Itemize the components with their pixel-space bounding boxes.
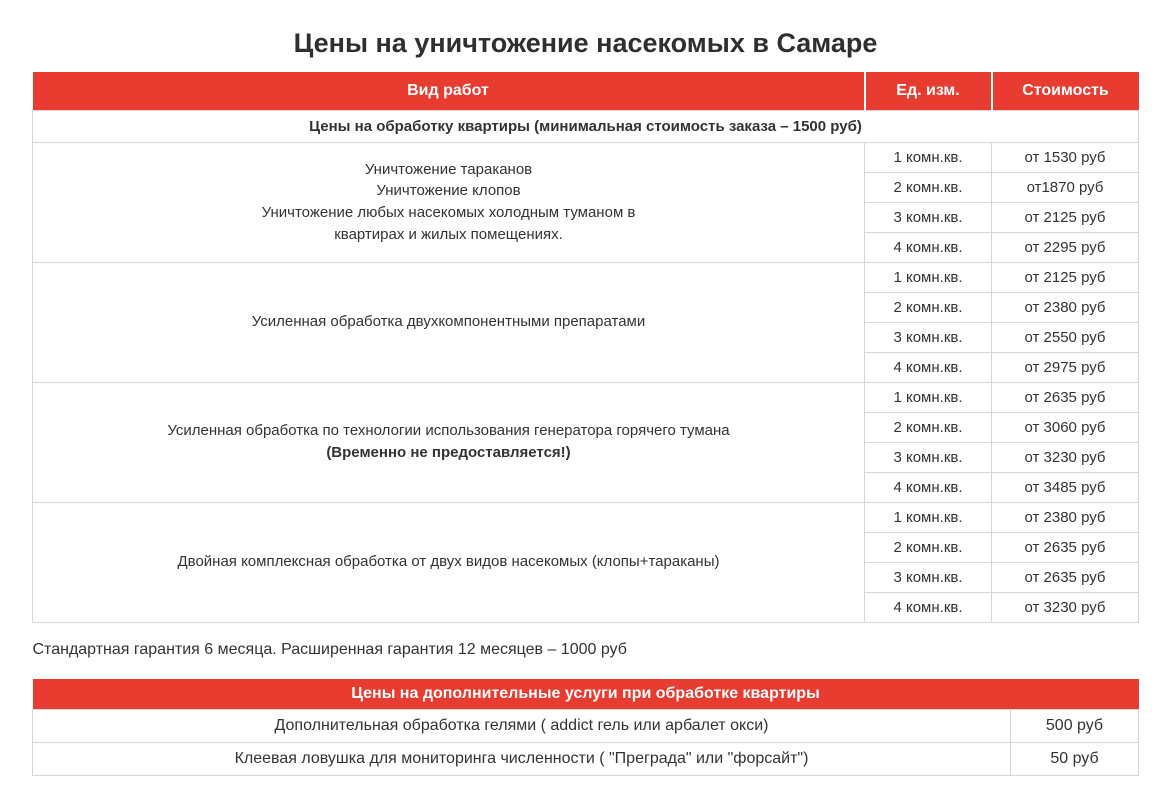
unit-cell: 3 комн.кв.: [865, 442, 992, 472]
price-cell: от 2295 руб: [992, 232, 1139, 262]
price-row: [33, 502, 1139, 532]
service-description-cell: [33, 382, 865, 502]
price-cell: от 3230 руб: [992, 592, 1139, 622]
unit-cell: 1 комн.кв.: [865, 262, 992, 292]
unit-cell: 4 комн.кв.: [865, 352, 992, 382]
price-cell: от 2125 руб: [992, 262, 1139, 292]
unit-cell: 3 комн.кв.: [865, 202, 992, 232]
unit-cell: 1 комн.кв.: [865, 502, 992, 532]
main-price-table: [32, 72, 1139, 623]
unit-cell: 2 комн.кв.: [865, 172, 992, 202]
unit-cell: 2 комн.кв.: [865, 532, 992, 562]
price-cell: от 3230 руб: [992, 442, 1139, 472]
service-description-line: Усиленная обработка двухкомпонентными препаратами: [251, 313, 646, 331]
warranty-note: Стандартная гарантия 6 месяца. Расширенная гарантия 12 месяцев – 1000 руб: [32, 640, 627, 658]
service-description-line: Уничтожение клопов: [376, 182, 521, 200]
extra-service-cell: Клеевая ловушка для мониторинга численности ( "Преграда" или "форсайт"): [33, 743, 1011, 776]
extra-service-row: [33, 710, 1139, 743]
extra-service-row: [33, 743, 1139, 776]
column-header-work-type: Вид работ: [33, 72, 865, 110]
price-cell: от 2125 руб: [992, 202, 1139, 232]
service-description-cell: [33, 142, 865, 262]
section-header: Цены на обработку квартиры (минимальная стоимость заказа – 1500 руб): [33, 110, 1139, 142]
unit-cell: 1 комн.кв.: [865, 382, 992, 412]
section-header-row: [33, 110, 1139, 142]
extra-service-cell: Дополнительная обработка гелями ( addict гель или арбалет окси): [33, 710, 1011, 743]
unit-cell: 4 комн.кв.: [865, 472, 992, 502]
price-cell: от 3485 руб: [992, 472, 1139, 502]
unit-cell: 2 комн.кв.: [865, 292, 992, 322]
unit-cell: 1 комн.кв.: [865, 142, 992, 172]
column-header-unit: Ед. изм.: [865, 72, 992, 110]
price-cell: от 2975 руб: [992, 352, 1139, 382]
service-description-line: квартирах и жилых помещениях.: [334, 225, 563, 243]
service-description-line: Уничтожение тараканов: [364, 160, 533, 178]
unit-cell: 4 комн.кв.: [865, 232, 992, 262]
service-description-line: Усиленная обработка по технологии использования генератора горячего тумана: [167, 422, 730, 440]
service-description-cell: [33, 262, 865, 382]
unit-cell: 2 комн.кв.: [865, 412, 992, 442]
price-cell: от 2380 руб: [992, 292, 1139, 322]
price-cell: от 2635 руб: [992, 532, 1139, 562]
price-row: [33, 262, 1139, 292]
service-description-line: Уничтожение любых насекомых холодным туманом в: [261, 204, 636, 221]
extras-price-table: [32, 679, 1139, 777]
column-header-price: Стоимость: [992, 72, 1139, 110]
service-description-cell: [33, 502, 865, 622]
price-cell: от 1530 руб: [992, 142, 1139, 172]
price-cell: от 2380 руб: [992, 502, 1139, 532]
extra-price-cell: 500 руб: [1011, 710, 1139, 743]
price-cell: от 2635 руб: [992, 562, 1139, 592]
unit-cell: 3 комн.кв.: [865, 322, 992, 352]
price-cell: от1870 руб: [992, 172, 1139, 202]
service-description-line: Двойная комплексная обработка от двух видов насекомых (клопы+тараканы): [177, 553, 720, 571]
unit-cell: 3 комн.кв.: [865, 562, 992, 592]
unit-cell: 4 комн.кв.: [865, 592, 992, 622]
price-cell: от 2635 руб: [992, 382, 1139, 412]
price-cell: от 3060 руб: [992, 412, 1139, 442]
price-row: [33, 382, 1139, 412]
extras-table-header-row: [33, 679, 1139, 710]
service-description-bold-line: (Временно не предоставляется!): [326, 444, 571, 461]
extra-price-cell: 50 руб: [1011, 743, 1139, 776]
price-cell: от 2550 руб: [992, 322, 1139, 352]
main-table-header-row: [33, 72, 1139, 110]
page-title: Цены на уничтожение насекомых в Самаре: [293, 28, 878, 58]
price-row: [33, 142, 1139, 172]
extras-table-header: Цены на дополнительные услуги при обработке квартиры: [33, 679, 1139, 710]
